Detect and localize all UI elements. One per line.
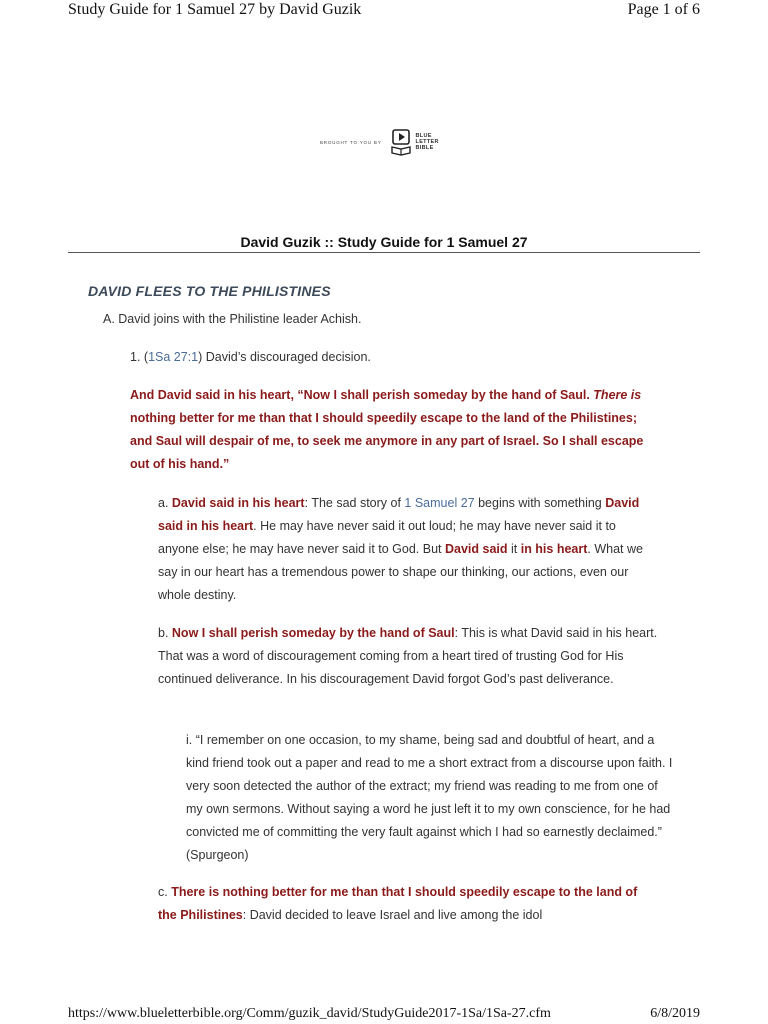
title-divider: [68, 252, 700, 253]
page-number: Page 1 of 6: [627, 1, 700, 18]
source-url: https://www.blueletterbible.org/Comm/guzik_david/StudyGuide2017-1Sa/1Sa-27.cfm: [68, 1006, 551, 1021]
commentary-paragraph-a: a. David said in his heart: The sad story of 1 Samuel 27 begins with something David said in his heart. He may have never said it out loud; he may have never said it to anyone else; he may have never said it to God. But David said it in his heart. What we say in our heart has a tremendous power to shape our thinking, our actions, even our whole destiny.: [158, 496, 643, 602]
chapter-link[interactable]: 1 Samuel 27: [404, 496, 475, 510]
print-footer: [0, 1006, 768, 1024]
blb-branding[interactable]: [320, 126, 460, 158]
scripture-quote: And David said in his heart, “Now I shall perish someday by the hand of Saul. There is nothing better for me than that I should speedily escape to the land of the Philistines; and Saul will despair of me, to seek me anymore in any part of Israel. So I shall escape out of his hand.”: [130, 388, 644, 471]
commentary-paragraph-b: b. Now I shall perish someday by the hand of Saul: This is what David said in his heart. That was a word of discouragement coming from a heart tired of trusting God for His continued deliverance. In his discouragement David forgot God’s past deliverance.: [158, 626, 658, 686]
commentary-paragraph-c: c. There is nothing better for me than that I should speedily escape to the land of the Philistines: David decided to leave Israel and live among the idol: [158, 885, 638, 922]
brought-to-you-by-label: BROUGHT TO YOU BY: [320, 139, 382, 145]
section-heading: DAVID FLEES TO THE PHILISTINES: [88, 283, 331, 299]
document-title: Study Guide for 1 Samuel 27 by David Guzik: [68, 1, 362, 18]
commentary-subparagraph-i: i. “I remember on one occasion, to my shame, being sad and doubtful of heart, and a kind friend took out a paper and read to me a short extract from a discourse upon faith. I very soon detected the author of the extract; my friend was reading to me from one of my own sermons. Without saying a word he just left it to my own conscience, for he had convicted me of committing the very fault against which I had so earnestly declaimed.” (Spurgeon): [186, 733, 673, 862]
scripture-link[interactable]: 1Sa 27:1: [148, 350, 199, 364]
print-date: 6/8/2019: [650, 1006, 700, 1021]
print-header: [0, 0, 768, 22]
page-title: David Guzik :: Study Guide for 1 Samuel 27: [240, 234, 528, 250]
outline-point-1: 1. (1Sa 27:1) David’s discouraged decision.: [130, 350, 371, 364]
blb-logo-icon: [390, 128, 412, 156]
outline-point-a: A. David joins with the Philistine leader Achish.: [103, 312, 362, 326]
blb-wordmark: BLUE LETTER BIBLE: [415, 133, 439, 151]
